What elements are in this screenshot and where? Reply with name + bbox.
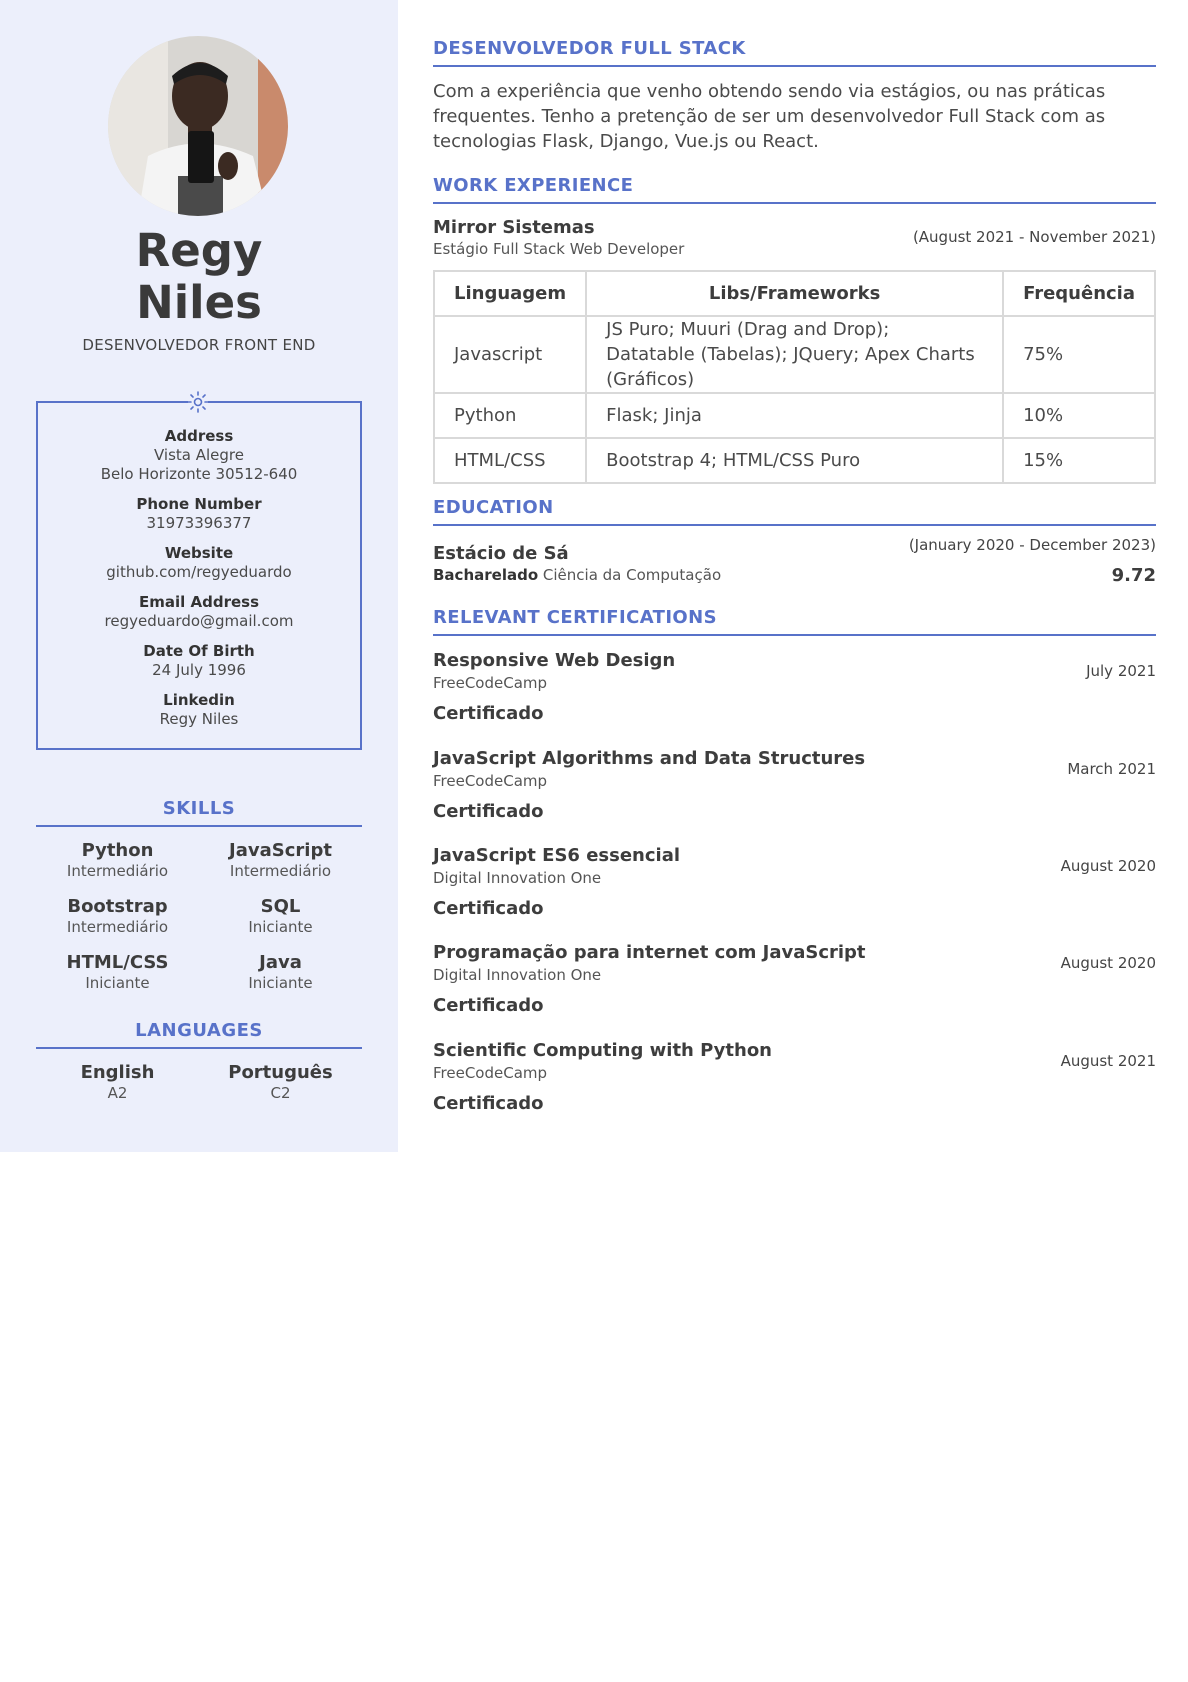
- skill-name: Java: [259, 952, 302, 973]
- language-name: Português: [228, 1062, 333, 1083]
- last-name: Niles: [136, 276, 262, 329]
- cert-title: Programação para internet com JavaScript: [433, 942, 866, 963]
- contact-email: [38, 593, 360, 631]
- contact-box: [36, 401, 362, 750]
- education-heading: EDUCATION: [433, 497, 1156, 526]
- skill-level: Iniciante: [248, 918, 313, 936]
- summary-heading: DESENVOLVEDOR FULL STACK: [433, 38, 1156, 67]
- certifications-heading: RELEVANT CERTIFICATIONS: [433, 607, 1156, 636]
- cert-title: Scientific Computing with Python: [433, 1040, 772, 1061]
- skill-item: [199, 952, 362, 993]
- sidebar: [0, 0, 398, 1152]
- table-cell: Flask; Jinja: [586, 393, 1003, 438]
- contact-birth: [38, 642, 360, 680]
- table-cell: JS Puro; Muuri (Drag and Drop); Datatable (Tabelas); JQuery; Apex Charts (Gráficos): [586, 316, 1003, 393]
- skill-level: Intermediário: [66, 918, 169, 936]
- cert-title: Responsive Web Design: [433, 650, 676, 671]
- table-cell: Bootstrap 4; HTML/CSS Puro: [586, 438, 1003, 483]
- contact-label: Linkedin: [163, 691, 235, 709]
- contact-phone: [38, 495, 360, 533]
- cert-issuer: FreeCodeCamp: [433, 674, 548, 692]
- skill-name: Python: [81, 840, 154, 861]
- contact-label: Date Of Birth: [143, 642, 255, 660]
- table-cell: 75%: [1003, 316, 1155, 393]
- table-cell: Javascript: [434, 316, 586, 393]
- skill-level: Iniciante: [85, 974, 150, 992]
- sun-icon: [186, 390, 210, 414]
- profile-photo: [108, 36, 288, 216]
- skill-level: Iniciante: [248, 974, 313, 992]
- grade-value: 9.72: [1111, 565, 1156, 586]
- cert-issuer: FreeCodeCamp: [433, 1064, 548, 1082]
- education-dates: (January 2020 - December 2023): [908, 536, 1156, 554]
- cert-issuer: FreeCodeCamp: [433, 772, 548, 790]
- cert-label: Certificado: [433, 703, 544, 724]
- skill-name: SQL: [260, 896, 301, 917]
- table-cell: 15%: [1003, 438, 1155, 483]
- table-row: [434, 316, 1155, 393]
- first-name: Regy: [135, 224, 263, 277]
- contact-value: 24 July 1996: [152, 661, 246, 679]
- cert-title: JavaScript Algorithms and Data Structures: [433, 748, 866, 769]
- cert-title: JavaScript ES6 essencial: [433, 845, 681, 866]
- language-item: [36, 1062, 199, 1103]
- contact-linkedin: [38, 691, 360, 729]
- cert-label: Certificado: [433, 995, 544, 1016]
- contact-value: Vista Alegre: [154, 446, 244, 464]
- skills-grid: [36, 840, 362, 993]
- summary-text: Com a experiência que venho obtendo sendo via estágios, ou nas práticas frequentes. Tenho a pretenção de ser um desenvolvedor Full Stack com as tecnologias Flask, Django, Vue.js ou React.: [433, 81, 1106, 152]
- cert-date: August 2020: [1060, 857, 1156, 875]
- table-cell: HTML/CSS: [434, 438, 586, 483]
- table-header: Libs/Frameworks: [586, 271, 1003, 316]
- languages-grid: [36, 1062, 362, 1103]
- cert-label: Certificado: [433, 801, 544, 822]
- degree-type: Bacharelado: [433, 566, 539, 584]
- skill-name: HTML/CSS: [66, 952, 169, 973]
- skill-item: [36, 896, 199, 937]
- cert-date: July 2021: [1086, 662, 1156, 680]
- cert-issuer: Digital Innovation One: [433, 869, 602, 887]
- contact-address: [38, 427, 360, 484]
- languages-heading: LANGUAGES: [36, 1020, 362, 1049]
- cert-date: August 2021: [1060, 1052, 1156, 1070]
- degree-field: Ciência da Computação: [542, 566, 722, 584]
- language-level: A2: [107, 1084, 128, 1102]
- table-row: [434, 438, 1155, 483]
- table-header: Linguagem: [434, 271, 586, 316]
- table-cell: 10%: [1003, 393, 1155, 438]
- contact-value: regyeduardo@gmail.com: [104, 612, 294, 630]
- skill-name: Bootstrap: [67, 896, 168, 917]
- company-name: Mirror Sistemas: [433, 217, 595, 238]
- contact-label: Address: [164, 427, 234, 445]
- job-dates: (August 2021 - November 2021): [912, 228, 1156, 246]
- skill-item: [36, 952, 199, 993]
- avatar: [108, 36, 288, 216]
- table-header-row: [434, 271, 1155, 316]
- work-heading: WORK EXPERIENCE: [433, 175, 1156, 204]
- contact-value: 31973396377: [146, 514, 252, 532]
- skill-level: Intermediário: [229, 862, 332, 880]
- headline: DESENVOLVEDOR FRONT END: [82, 336, 316, 354]
- contact-label: Email Address: [138, 593, 259, 611]
- language-level: C2: [270, 1084, 291, 1102]
- language-name: English: [80, 1062, 155, 1083]
- contact-label: Phone Number: [136, 495, 262, 513]
- cert-date: March 2021: [1067, 760, 1156, 778]
- skill-item: [199, 896, 362, 937]
- contact-value: Belo Horizonte 30512-640: [100, 465, 298, 483]
- degree-line: [433, 566, 721, 585]
- cert-label: Certificado: [433, 1093, 544, 1114]
- cert-issuer: Digital Innovation One: [433, 966, 602, 984]
- cert-label: Certificado: [433, 898, 544, 919]
- job-role: Estágio Full Stack Web Developer: [433, 240, 685, 258]
- table-cell: Python: [434, 393, 586, 438]
- skill-name: JavaScript: [229, 840, 332, 861]
- table-header: Frequência: [1003, 271, 1155, 316]
- skill-level: Intermediário: [66, 862, 169, 880]
- skills-heading: SKILLS: [36, 798, 362, 827]
- school-name: Estácio de Sá: [433, 543, 569, 564]
- cert-date: August 2020: [1060, 954, 1156, 972]
- skill-item: [36, 840, 199, 881]
- language-item: [199, 1062, 362, 1103]
- tech-table: [433, 270, 1156, 484]
- skill-item: [199, 840, 362, 881]
- contact-label: Website: [164, 544, 234, 562]
- contact-value: github.com/regyeduardo: [106, 563, 292, 581]
- table-row: [434, 393, 1155, 438]
- contact-website: [38, 544, 360, 582]
- contact-value: Regy Niles: [159, 710, 239, 728]
